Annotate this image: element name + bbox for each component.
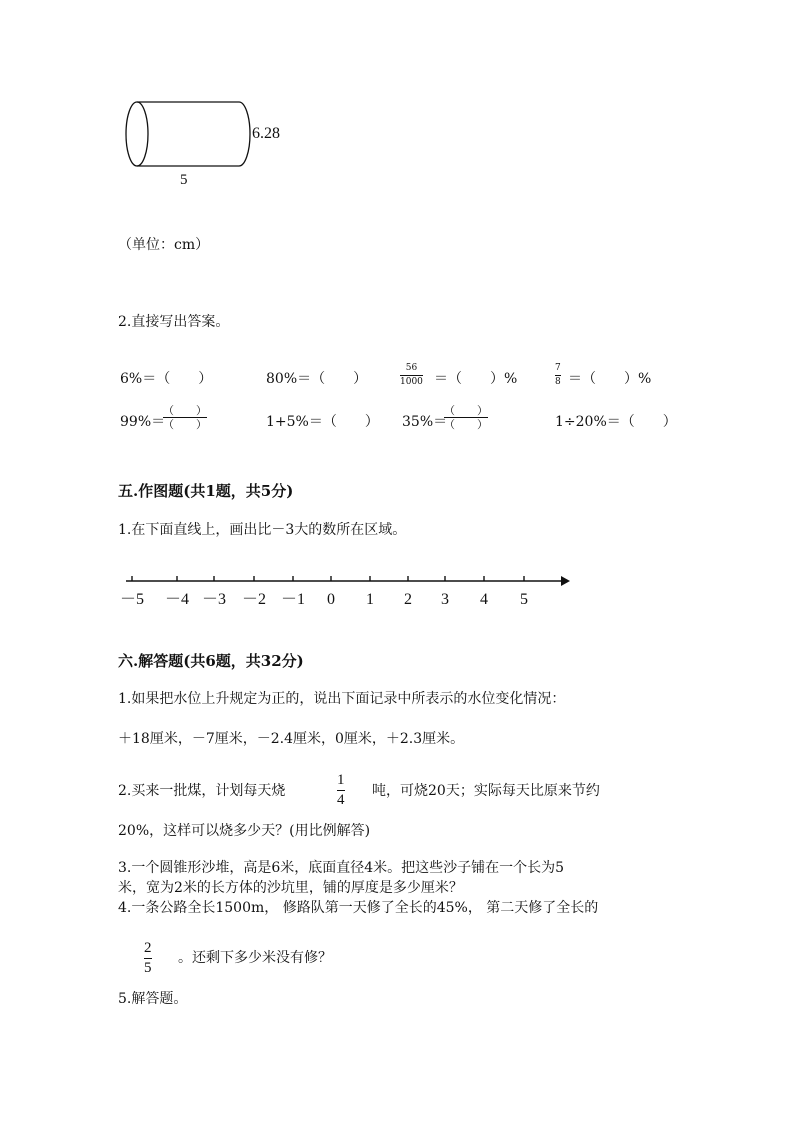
- number-line-tick-label: 1: [366, 591, 374, 608]
- q2-fraction-56-1000: [400, 364, 423, 387]
- fraction-numerator: 56: [405, 363, 418, 373]
- section-5-title: 五.作图题(共1题，共5分): [118, 482, 294, 500]
- fraction-numerator: 1: [337, 772, 345, 788]
- fraction-numerator: 2: [144, 940, 152, 956]
- number-line-tick-label: －4: [164, 591, 190, 608]
- q2-item-99pct-fraction: [163, 405, 207, 430]
- q2-item-35pct-fraction: [444, 405, 488, 430]
- number-line-tick-label: 0: [327, 591, 335, 608]
- cylinder-right-arc: [239, 102, 250, 166]
- fraction-numerator: （ ）: [163, 404, 207, 417]
- section-6-q4-line1: 4.一条公路全长1500m， 修路队第一天修了全长的45%， 第二天修了全长的: [118, 900, 599, 916]
- cylinder-left-face: [126, 102, 148, 166]
- number-line-tick-label: 4: [480, 591, 488, 608]
- fraction-bar: [555, 375, 561, 376]
- cylinder-figure: [118, 96, 308, 196]
- section-6-q3-line1: 3.一个圆锥形沙堆，高是6米，底面直径4米。把这些沙子铺在一个长为5: [118, 860, 565, 876]
- fraction-bar: [144, 958, 152, 959]
- number-line-tick-label: －2: [241, 591, 267, 608]
- q2-item-80pct: 80%＝（ ）: [266, 371, 368, 387]
- number-line-tick-label: 2: [404, 591, 412, 608]
- fraction-denominator: 4: [337, 792, 345, 808]
- cylinder-length-label: 5: [180, 172, 188, 188]
- number-line: [118, 568, 578, 614]
- q2-fraction-7-8: [555, 364, 561, 387]
- section-6-title: 六.解答题(共6题，共32分): [118, 652, 304, 670]
- number-line-tick-label: －1: [280, 591, 306, 608]
- section-6-q2-part2: 吨，可烧20天；实际每天比原来节约: [372, 783, 600, 799]
- number-line-tick-label: －5: [119, 591, 145, 608]
- q2-item-1-plus-5pct: 1+5%＝（ ）: [266, 414, 379, 430]
- q2-item-35pct-prefix: 35%＝: [402, 414, 448, 430]
- section-6-q2-fraction: [337, 773, 345, 808]
- fraction-bar: [400, 375, 423, 376]
- q2-item-1-div-20pct: 1÷20%＝（ ）: [555, 414, 677, 430]
- fraction-bar: [337, 790, 345, 791]
- section-6-q4-fraction: [144, 941, 152, 976]
- q2-item-7-8-answer: ＝（ ）%: [568, 371, 652, 387]
- section-5-q1: 1.在下面直线上，画出比－3大的数所在区域。: [118, 522, 407, 538]
- number-line-tick-label: －3: [201, 591, 227, 608]
- section-6-q5: 5.解答题。: [118, 991, 188, 1007]
- number-line-tick-label: 3: [441, 591, 449, 608]
- fraction-numerator: 7: [555, 363, 561, 373]
- section-6-q2-part1: 2.买来一批煤，计划每天烧: [118, 783, 286, 799]
- section-6-q3-line2: 米，宽为2米的长方体的沙坑里，铺的厚度是多少厘米？: [118, 880, 463, 896]
- section-6-q1-line2: ＋18厘米，－7厘米，－2.4厘米，0厘米，＋2.3厘米。: [118, 731, 465, 747]
- section-6-q2-line2: 20%，这样可以烧多少天？(用比例解答): [118, 823, 371, 839]
- fraction-denominator: （ ）: [163, 418, 207, 431]
- unit-note: （单位：cm）: [118, 237, 210, 253]
- section-6-q1-line1: 1.如果把水位上升规定为正的，说出下面记录中所表示的水位变化情况：: [118, 691, 566, 707]
- q2-item-6pct: 6%＝（ ）: [120, 371, 213, 387]
- q2-heading: 2.直接写出答案。: [118, 314, 230, 330]
- fraction-denominator: 5: [144, 960, 152, 976]
- cylinder-height-label: 6.28: [252, 125, 280, 142]
- number-line-tick-label: 5: [520, 591, 528, 608]
- fraction-denominator: （ ）: [444, 418, 488, 431]
- q2-item-99pct-prefix: 99%＝: [120, 414, 166, 430]
- fraction-denominator: 1000: [400, 377, 423, 387]
- number-line-arrow: [561, 576, 570, 586]
- fraction-numerator: （ ）: [444, 404, 488, 417]
- section-6-q4-tail: 。还剩下多少米没有修？: [178, 950, 332, 966]
- fraction-denominator: 8: [555, 377, 561, 387]
- q2-item-56-1000-answer: ＝（ ）%: [434, 371, 518, 387]
